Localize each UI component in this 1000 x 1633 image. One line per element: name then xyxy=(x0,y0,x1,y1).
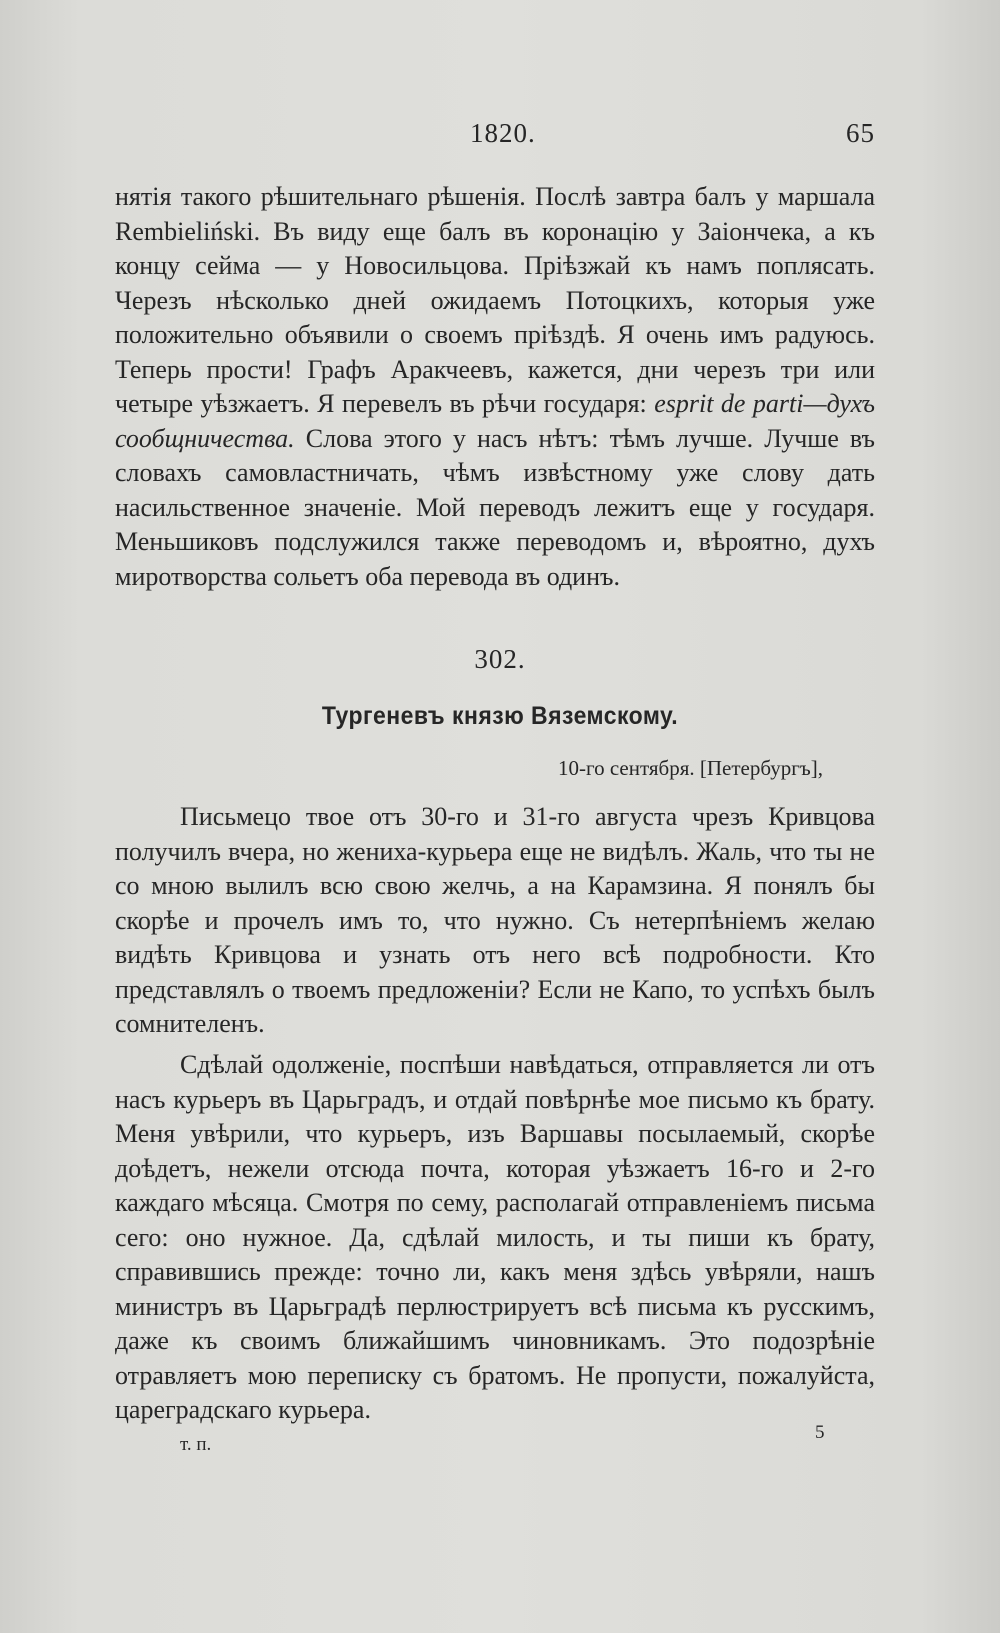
continuation-text-start: нятія такого рѣшительнаго рѣшенія. Послѣ завтра балъ у маршала Rembieliński. Въ виду еще балъ въ коронацію у Заіончека, а къ концу сейма — у Новосильцова. Пріѣзжай къ намъ поплясать. Черезъ нѣсколько дней ожидаемъ Потоцкихъ, которыя уже положительно объявили о своемъ пріѣздѣ. Я очень имъ радуюсь. Теперь прости! Графъ Аракчеевъ, кажется, дни черезъ три или четыре уѣзжаетъ. Я перевелъ въ рѣчи государя: xyxy=(115,182,875,418)
letter-title: Тургеневъ князю Вяземскому. xyxy=(321,702,679,730)
header-year: 1820. xyxy=(470,118,536,148)
continuation-italic-phrase: esprit de parti—духъ сообщничества. xyxy=(115,389,876,453)
letter-date: 10-го сентября. [Петербургъ], xyxy=(558,756,823,780)
page-number: 65 xyxy=(846,118,875,148)
signature-mark: т. п. xyxy=(180,1434,212,1455)
letter-paragraph-2: Сдѣлай одолженіе, поспѣши навѣдаться, отправляется ли отъ насъ курьеръ въ Царьградъ, и отдай повѣрнѣе мое письмо къ брату. Меня увѣрили, что курьеръ, изъ Варшавы посылаемый, скорѣе доѣдетъ, нежели отсюда почта, которая уѣзжаетъ 16-го и 2-го каждаго мѣсяца. Смотря по сему, располагай отправленіемъ письма сего: оно нужное. Да, сдѣлай милость, и ты пиши къ брату, справившись прежде: точно ли, какъ меня здѣсь увѣряли, нашъ министръ въ Царьградѣ перлюстрируетъ всѣ письма къ русскимъ, даже къ своимъ ближайшимъ чиновникамъ. Это подозрѣніе отравляетъ мою переписку съ братомъ. Не пропусти, пожалуйста, цареградскаго курьера. xyxy=(115,1050,875,1424)
letter-paragraph-1: Письмецо твое отъ 30-го и 31-го августа чрезъ Кривцова получилъ вчера, но жениха-курьера еще не видѣлъ. Жаль, что ты не со мною вылилъ всю свою желчь, а на Карамзина. Я понялъ бы скорѣе и прочелъ имъ то, что нужно. Съ нетерпѣніемъ желаю видѣть Кривцова и узнать отъ него всѣ подробности. Кто представлялъ о твоемъ предложеніи? Если не Капо, то успѣхъ былъ сомнителенъ. xyxy=(115,802,875,1038)
continuation-paragraph xyxy=(115,180,875,594)
running-header xyxy=(0,118,1000,158)
continuation-text-end: Слова этого у насъ нѣтъ: тѣмъ лучше. Лучше въ словахъ самовластничать, чѣмъ извѣстному уже слову дать насильственное значеніе. Мой переводъ лежитъ еще у государя. Меньшиковъ подслужился также переводомъ и, вѣроятно, духъ миротворства сольетъ оба перевода въ одинъ. xyxy=(115,423,875,591)
letter-number: 302. xyxy=(474,644,526,674)
sheet-number: 5 xyxy=(815,1422,825,1443)
